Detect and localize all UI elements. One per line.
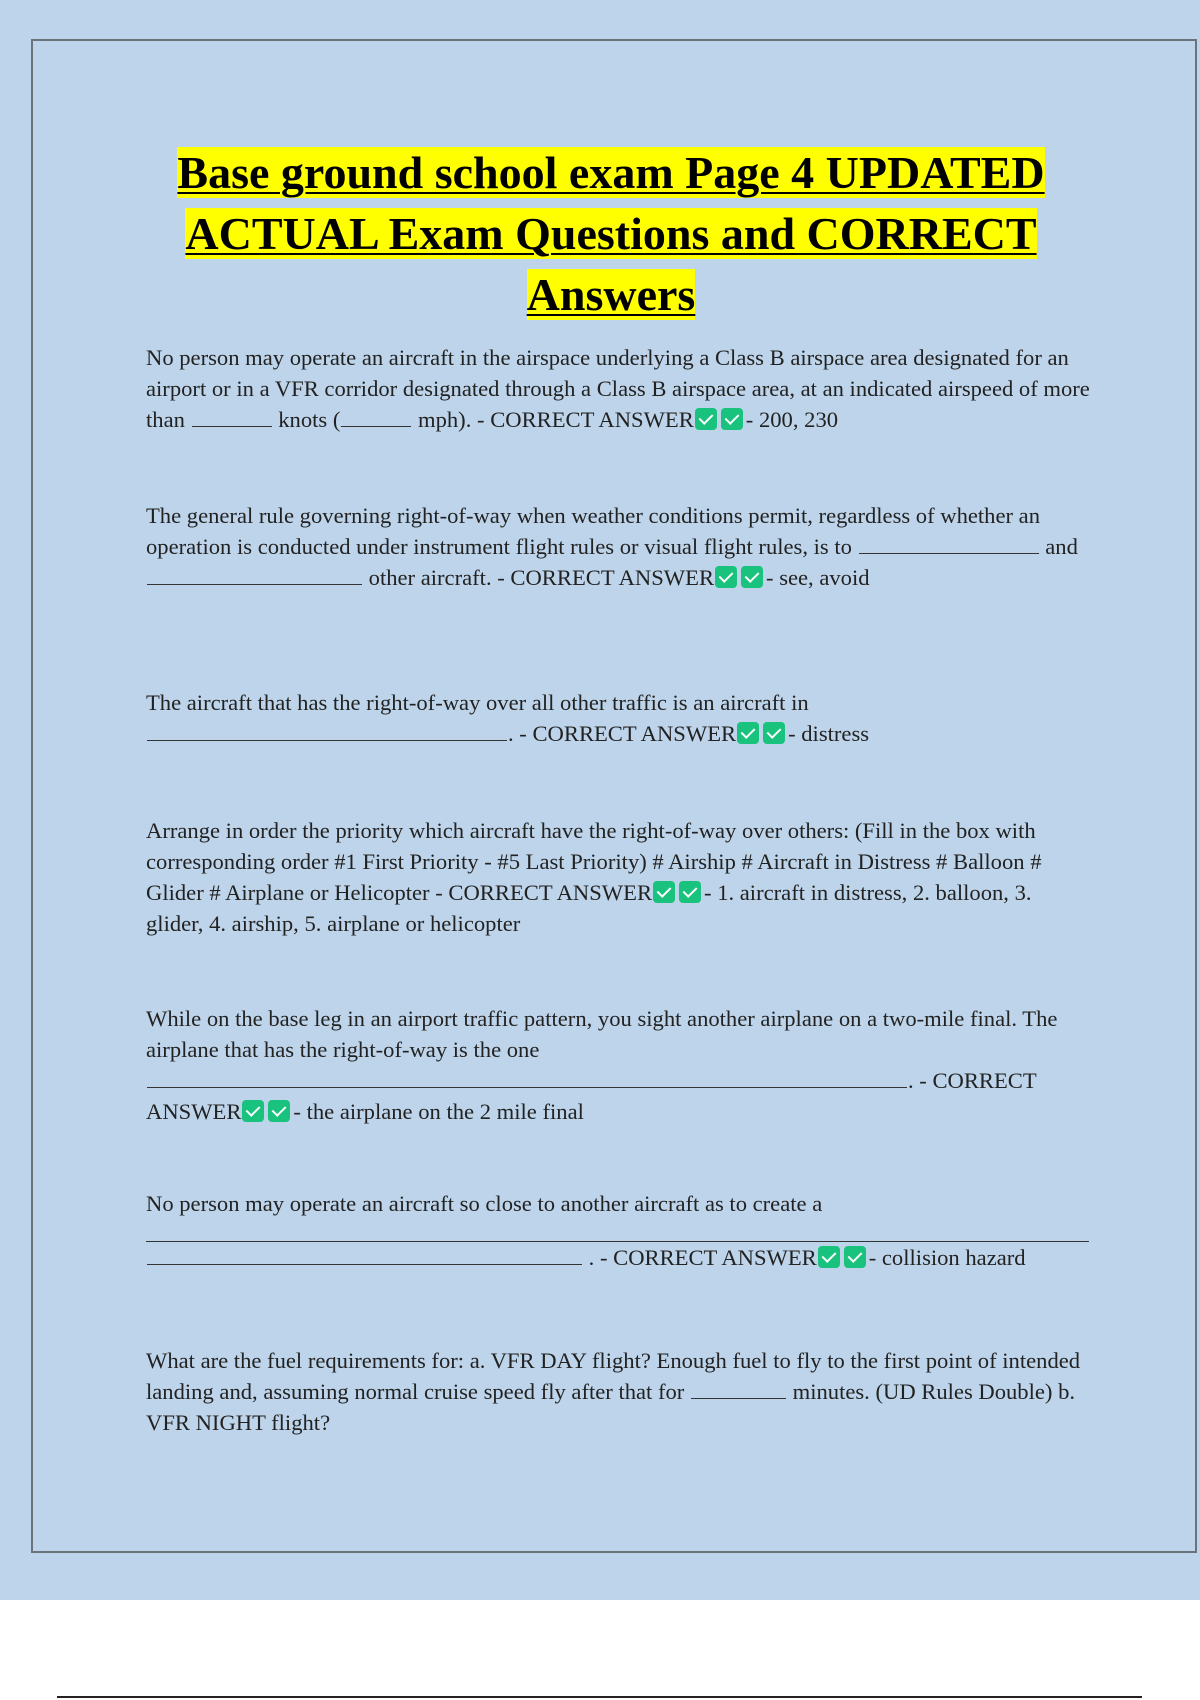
question-1: [146, 342, 1091, 435]
answer-blank: [146, 1219, 1089, 1242]
check-box-icon: [721, 408, 743, 430]
question-text: The aircraft that has the right-of-way over all other traffic is an aircraft in: [146, 690, 809, 715]
question-4: [146, 815, 1091, 939]
document-title: [146, 142, 1076, 325]
check-box-icon: [741, 566, 763, 588]
question-text: ANSWER: [146, 1099, 242, 1124]
check-box-icon: [268, 1100, 290, 1122]
check-box-icon: [737, 722, 759, 744]
answer-blank: [859, 531, 1039, 554]
correct-answer-label: CORRECT ANSWER: [510, 565, 715, 590]
correct-answer-label: CORRECT ANSWER: [613, 1245, 817, 1270]
answer-text: - the airplane on the 2 mile final: [293, 1099, 584, 1124]
answer-text: - distress: [788, 721, 870, 746]
question-text: Arrange in order the priority which aircraft have the right-of-way over others: (Fill in the box with corresponding order #1 First Priority - #5 Last Priority) # Airship # Aircraft in Distress # Balloon # Glider # Airplane or Helicopter -: [146, 818, 1042, 905]
question-text: mph). -: [418, 407, 485, 432]
question-text: other aircraft. -: [368, 565, 505, 590]
question-text: minutes. (UD Rules Double) b. VFR NIGHT flight?: [146, 1379, 1076, 1435]
question-6: [146, 1188, 1091, 1273]
check-box-icon: [763, 722, 785, 744]
question-text: No person may operate an aircraft so close to another aircraft as to create a: [146, 1191, 823, 1216]
question-text: While on the base leg in an airport traffic pattern, you sight another airplane on a two-mile final. The airplane that has the right-of-way is the one: [146, 1006, 1058, 1062]
question-5: [146, 1003, 1091, 1127]
check-box-icon: [653, 881, 675, 903]
question-7: [146, 1345, 1091, 1438]
question-2: [146, 500, 1091, 593]
footer-rule: [57, 1696, 1142, 1698]
title-text: Base ground school exam Page 4 UPDATED ACTUAL Exam Questions and CORRECT Answers: [177, 147, 1045, 320]
question-text: knots (: [278, 407, 341, 432]
answer-blank: [147, 1242, 582, 1265]
question-text: The general rule governing right-of-way when weather conditions permit, regardless of whether an operation is conducted under instrument flight rules or visual flight rules, is to: [146, 503, 1041, 559]
question-text: and: [1045, 534, 1078, 559]
question-text: . - CORRECT: [908, 1068, 1037, 1093]
question-text: No person may operate an aircraft in the airspace underlying a Class B airspace area designated for an airport or in a VFR corridor designated through a Class B airspace area, at an indicated airspeed of more than: [146, 345, 1090, 432]
answer-text: - 1. aircraft in distress, 2. balloon, 3. glider, 4. airship, 5. airplane or helicopter: [146, 880, 1032, 936]
answer-blank: [147, 1065, 907, 1088]
answer-blank: [147, 718, 507, 741]
correct-answer-label: CORRECT ANSWER: [448, 880, 653, 905]
check-box-icon: [818, 1246, 840, 1268]
correct-answer-label: CORRECT ANSWER: [490, 407, 694, 432]
answer-blank: [192, 404, 272, 427]
question-text: . -: [508, 721, 527, 746]
answer-text: - 200, 230: [745, 407, 839, 432]
answer-text: - see, avoid: [766, 565, 870, 590]
answer-blank: [341, 404, 411, 427]
answer-text: - collision hazard: [868, 1245, 1026, 1270]
question-text: What are the fuel requirements for: a. VFR DAY flight? Enough fuel to fly to the first point of intended landing and, assuming normal cruise speed fly after that for: [146, 1348, 1081, 1404]
question-3: [146, 687, 1091, 749]
correct-answer-label: CORRECT ANSWER: [532, 721, 737, 746]
check-box-icon: [715, 566, 737, 588]
answer-blank: [147, 562, 362, 585]
check-box-icon: [679, 881, 701, 903]
check-box-icon: [695, 408, 717, 430]
answer-blank: [691, 1376, 786, 1399]
check-box-icon: [844, 1246, 866, 1268]
check-box-icon: [242, 1100, 264, 1122]
question-text: . -: [588, 1245, 608, 1270]
